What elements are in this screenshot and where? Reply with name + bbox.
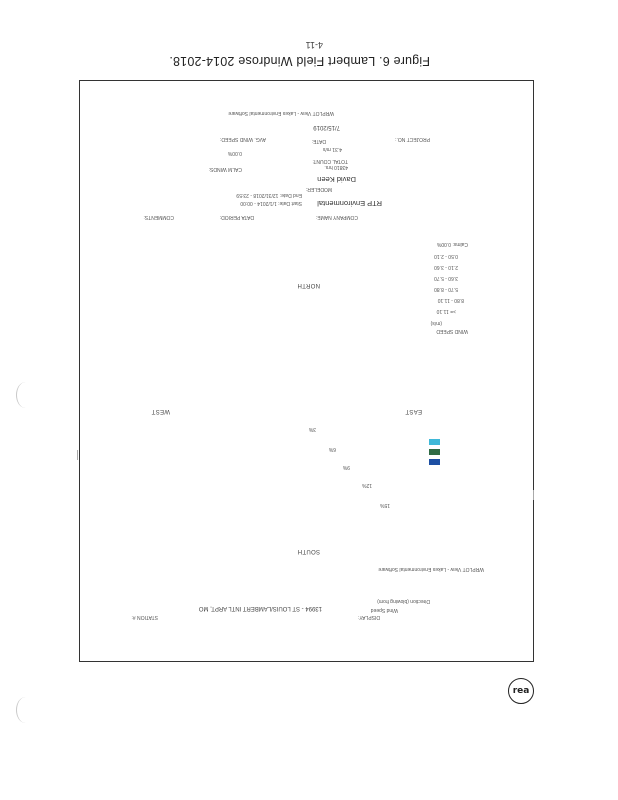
avg-wind-speed: 4.31 m/s [322,146,342,152]
station-label: DISPLAY: [358,614,380,620]
rose-south-label: SOUTH [297,548,320,554]
legend-swatch-cyan [429,439,440,445]
margin-tick [533,490,534,500]
page-number: 4-11 [305,40,323,50]
date: 7/15/2019 [313,124,340,130]
ring-label-12: 12% [361,482,372,488]
calm-winds-label: CALM WINDS: [208,166,242,172]
end-date: End Date: 12/31/2018 - 23:59 [236,192,302,198]
start-date: Start Date: 1/1/2014 - 00:00 [240,200,302,206]
legend-class-2: 8.80 - 11.10 [437,297,464,303]
calm-winds: 0.00% [227,150,242,156]
total-count-label: TOTAL COUNT: [312,158,348,164]
rose-east-label: EAST [405,408,422,414]
total-count: 43810 hrs. [324,164,348,170]
margin-tick [77,450,78,460]
legend-class-5: 2.10 - 3.60 [434,264,458,270]
project-no-label: PROJECT NO.: [395,136,430,142]
company-name: RTP Environmental [317,199,382,208]
stamp-logo: rea [508,678,534,704]
legend-class-4: 3.60 - 5.70 [434,275,458,281]
legend-calms: Calms: 0.00% [436,241,468,247]
company-name-label: COMPANY NAME: [315,214,358,220]
rose-west-label: WEST [151,408,170,414]
legend-swatch-blue [429,459,440,465]
rose-north-label: NORTH [297,282,320,288]
ring-label-15: 15% [379,502,390,508]
station-value: Wind Speed [370,607,398,613]
legend-class-6: 0.50 - 2.10 [434,253,458,259]
legend-units: (m/s) [430,320,442,326]
station-name-label: STATION #: [131,614,158,620]
comments-label: COMMENTS: [143,214,174,220]
ring-label-3: 3% [308,426,316,432]
top-note: WRPLOT View - Lakes Environmental Software [228,110,334,116]
modeler-label: MODELER: [305,186,332,192]
ring-label-6: 6% [328,446,336,452]
figure-title: Figure 6. Lambert Field Windrose 2014-2018. [169,54,430,68]
modeler: David Keen [317,175,356,184]
legend-class-3: 5.70 - 8.80 [434,286,458,292]
avg-wind-speed-label: AVG. WIND SPEED: [219,136,266,142]
direction-label: Direction (blowing from) [377,598,430,604]
windrose-frame [79,80,534,662]
data-period-label: DATA PERIOD: [219,214,254,220]
legend-swatch-green [429,449,440,455]
date-label: DATE: [311,138,326,144]
ring-label-9: 9% [342,464,350,470]
station-name: 13994 - ST LOUIS/LAMBERT INTL ARPT, MO [198,605,322,611]
legend-class-1: >= 11.10 [436,308,456,314]
software-credit: WRPLOT View - Lakes Environmental Software [378,566,484,572]
legend-title: WIND SPEED [436,328,468,334]
